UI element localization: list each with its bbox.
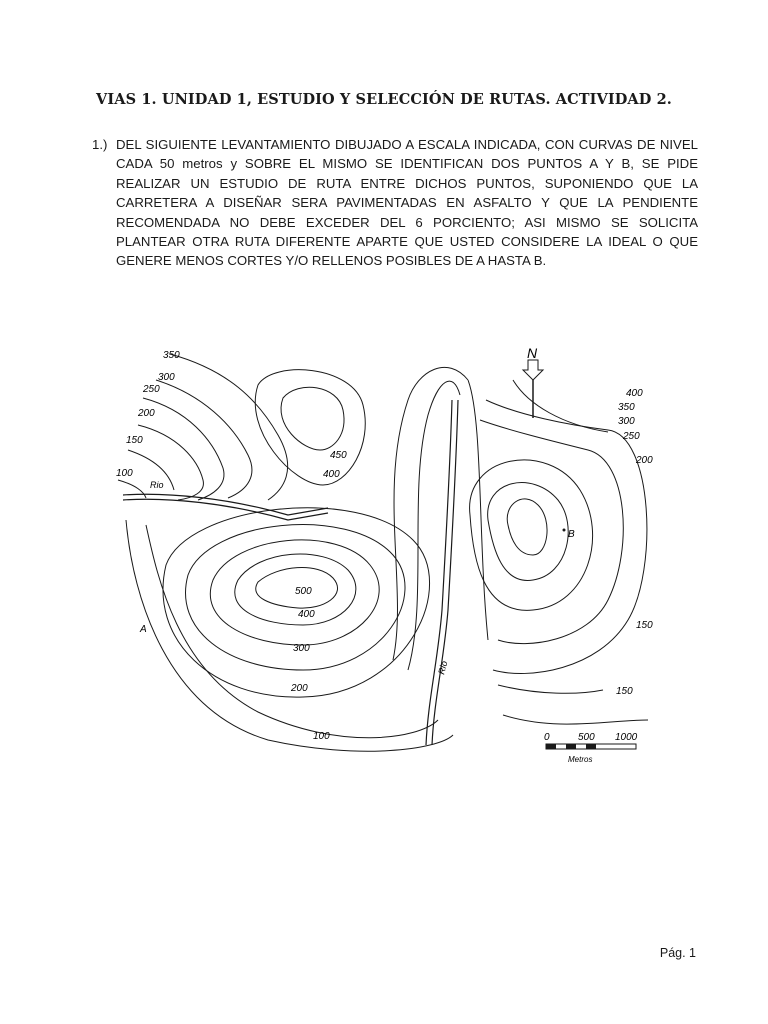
river-west	[123, 499, 328, 520]
river-label-center: Rio	[436, 659, 450, 676]
contour-line	[163, 508, 430, 697]
contour-line	[281, 387, 344, 450]
north-label: N	[527, 345, 538, 361]
contour-label: 200	[636, 455, 653, 466]
contour-label: 150	[126, 435, 143, 446]
scale-unit: Metros	[568, 755, 593, 764]
scale-bar	[546, 744, 636, 749]
contour-label: 200	[291, 683, 308, 694]
page-number: Pág. 1	[659, 946, 696, 960]
river-center	[432, 400, 458, 745]
contour-label: 150	[616, 686, 633, 697]
contour-line	[393, 367, 468, 660]
contour-label: 400	[323, 469, 340, 480]
scale-label-1000: 1000	[615, 732, 638, 743]
contour-label: 200	[138, 408, 155, 419]
contour-label: 300	[158, 372, 175, 383]
contour-label: 250	[623, 431, 640, 442]
point-b-label: B	[568, 529, 575, 540]
contour-label: 350	[618, 402, 635, 413]
contour-line	[468, 380, 488, 640]
river-label-west: Rio	[150, 480, 164, 490]
contour-label: 400	[298, 609, 315, 620]
river-center	[426, 400, 452, 745]
question-block	[92, 135, 698, 271]
contour-label: 150	[636, 620, 653, 631]
scale-label-500: 500	[578, 732, 595, 743]
contour-label: 300	[618, 416, 635, 427]
contour-line	[513, 380, 608, 432]
contour-line	[503, 715, 648, 724]
point-b-marker	[563, 529, 566, 532]
contour-line	[507, 499, 547, 555]
topographic-map	[108, 340, 668, 780]
north-arrow-icon	[523, 360, 543, 418]
contour-line	[498, 685, 603, 693]
contour-label: 300	[293, 643, 310, 654]
contour-label: 100	[313, 731, 330, 742]
point-a-label: A	[140, 624, 147, 635]
contour-line	[138, 425, 203, 500]
contour-label: 250	[143, 384, 160, 395]
contour-line	[480, 420, 623, 644]
contour-label: 500	[295, 586, 312, 597]
contour-label: 450	[330, 450, 347, 461]
document-title: VIAS 1. UNIDAD 1, ESTUDIO Y SELECCIÓN DE RUTAS. ACTIVIDAD 2.	[96, 91, 672, 108]
contour-label: 400	[626, 388, 643, 399]
question-number: 1.)	[92, 137, 108, 152]
river-west	[123, 494, 328, 515]
scale-label-0: 0	[544, 732, 550, 743]
contour-label: 100	[116, 468, 133, 479]
contour-label: 350	[163, 350, 180, 361]
question-text: DEL SIGUIENTE LEVANTAMIENTO DIBUJADO A ESCALA INDICADA, CON CURVAS DE NIVEL CADA 50 metros y SOBRE EL MISMO SE IDENTIFICAN DOS PUNTOS A Y B, SE PIDE REALIZAR UN ESTUDIO DE RUTA ENTRE DICHOS PUNTOS, SUPONIENDO QUE LA CARRETERA A DISEÑAR SERA PAVIMENTADAS EN ASFALTO Y QUE LA PENDIENTE RECOMENDADA NO DEBE EXCEDER DEL 6 PORCIENTO; ASI MISMO SE SOLICITA PLANTEAR OTRA RUTA DIFERENTE APARTE QUE USTED CONSIDERE LA IDEAL O QUE GENERE MENOS CORTES Y/O RELLENOS POSIBLES DE A HASTA B.	[116, 137, 698, 269]
contour-line	[118, 480, 146, 498]
contour-line	[488, 483, 569, 581]
